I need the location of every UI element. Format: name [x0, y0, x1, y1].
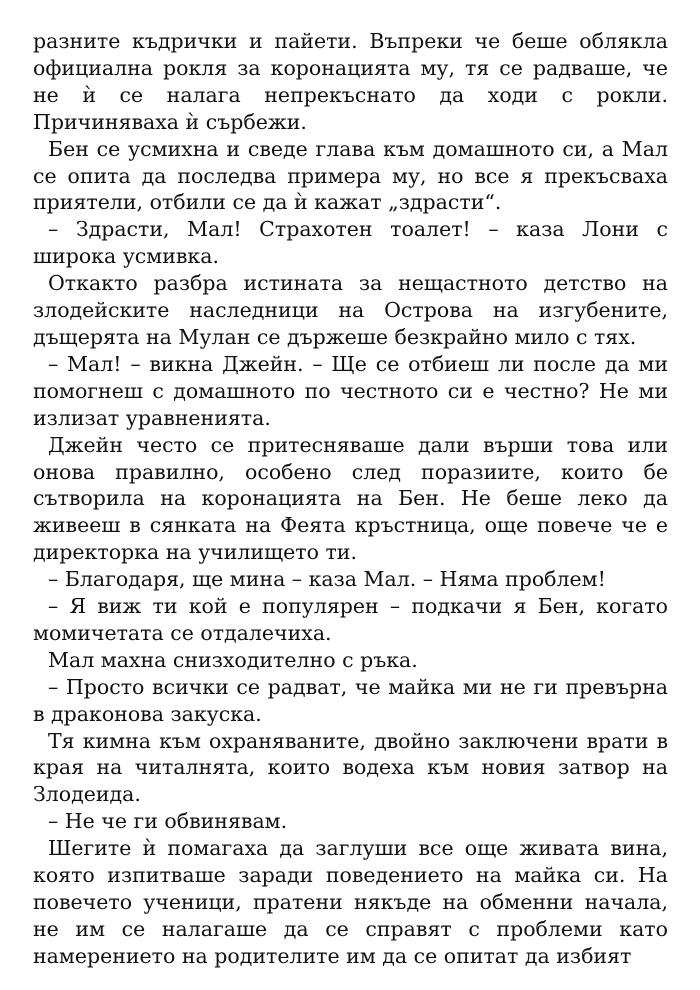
paragraph-11: Тя кимна към охраняваните, двойно заключени врати в края на читалнята, които водеха към новия затвор на Злодеида. [33, 728, 668, 807]
paragraph-6: Джейн често се притесняваше дали върши това или онова правилно, особено след поразиите, които бе сътворила на коронацията на Бен. Не беше леко да живееш в сянката на Феята кръстница, още повече че е директорка на училището ти. [33, 432, 668, 565]
paragraph-5: – Мал! – викна Джейн. – Ще се отбиеш ли после да ми помогнеш с домашното по честното си е честно? Не ми излизат уравненията. [33, 351, 668, 430]
paragraph-9: Мал махна снизходително с ръка. [48, 647, 418, 672]
paragraph-13: Шегите ѝ помагаха да заглуши все още живата вина, която изпитваше заради поведението на майка си. На повечето ученици, пратени някъде на обменни начала, не им се налагаше да се справят с проблеми като намерението на родителите им да се опитат да избият [33, 836, 668, 968]
paragraph-4: Откакто разбра истината за нещастното детство на злодейските наследници на Острова на изгубените, дъщерята на Мулан се държеше безкрайно мило с тях. [33, 271, 668, 349]
paragraph-8: – Я виж ти кой е популярен – подкачи я Бен, когато момичетата се отдалечиха. [33, 594, 668, 645]
book-page [33, 28, 668, 970]
paragraph-7: – Благодаря, ще мина – каза Мал. – Няма проблем! [48, 567, 606, 592]
paragraph-12: – Не че ги обвинявам. [48, 809, 288, 834]
paragraph-10: – Просто всички се радват, че майка ми не ги превърна в драконова закуска. [33, 674, 668, 726]
paragraph-1: разните къдрички и пайети. Въпреки че беше облякла официална рокля за коронацията му, тя се радваше, че не ѝ се налага непрекъснато да ходи с рокли. Причиняваха ѝ сърбежи. [33, 29, 668, 134]
paragraph-3: – Здрасти, Мал! Страхотен тоалет! – каза Лони с широка усмивка. [33, 217, 668, 269]
paragraph-2: Бен се усмихна и сведе глава към домашното си, а Мал се опита да последва примера му, но все я прекъсваха приятели, отбили се да ѝ кажат „здрасти“. [33, 136, 668, 215]
